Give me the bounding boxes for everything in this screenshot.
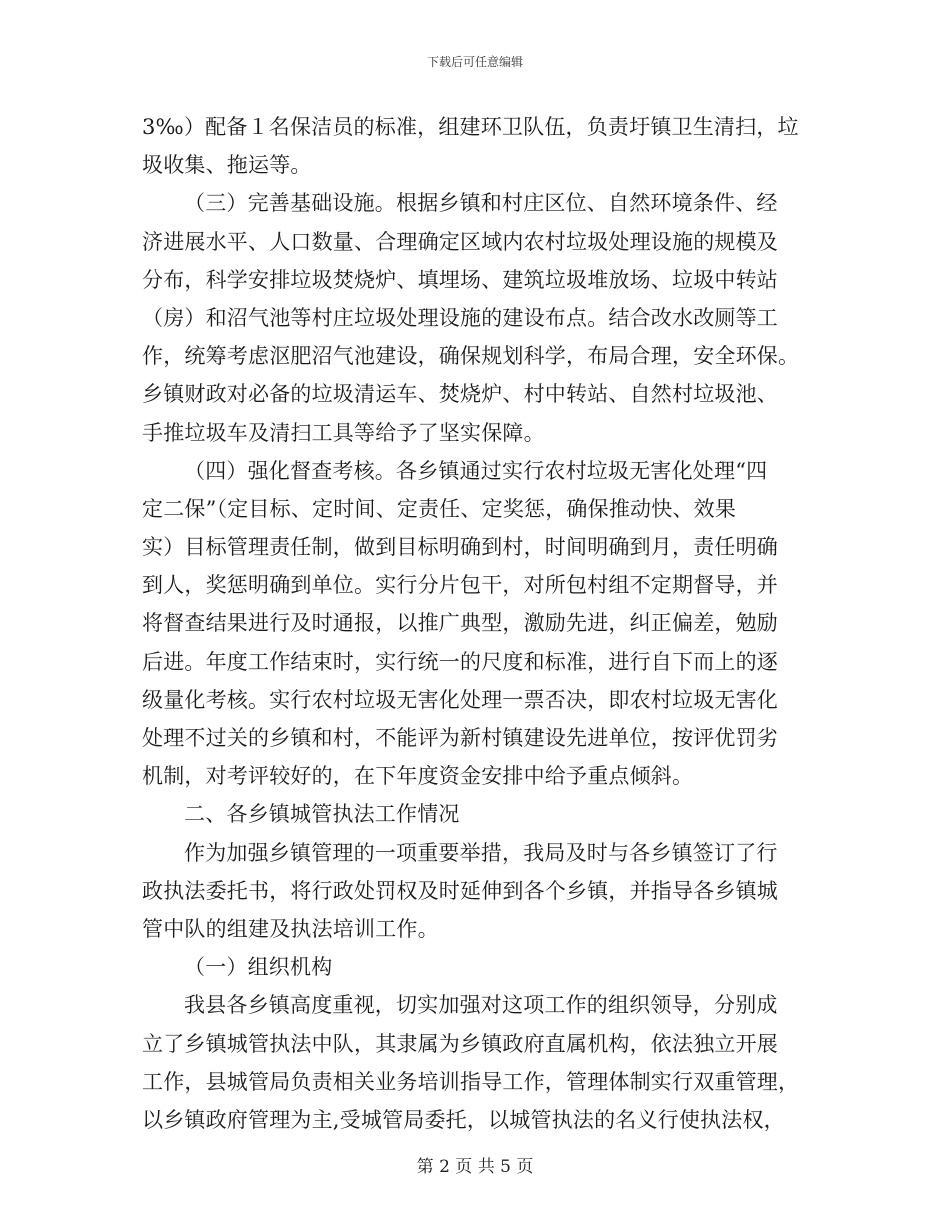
text-line: 定二保”（定目标、定时间、定责任、定奖惩，确保推动快、效果	[142, 496, 737, 521]
text-line: 政执法委托书，将行政处罚权及时延伸到各个乡镇，并指导各乡镇城	[142, 878, 778, 903]
text-line: 立了乡镇城管执法中队，其隶属为乡镇政府直属机构，依法独立开展	[142, 1031, 778, 1056]
text-line: 手推垃圾车及清扫工具等给予了坚实保障。	[142, 420, 545, 445]
text-line: 工作，县城管局负责相关业务培训指导工作，管理体制实行双重管理，	[142, 1069, 800, 1094]
paragraph-start-line: （四）强化督查考核。各乡镇通过实行农村垃圾无害化处理“四	[184, 458, 768, 483]
page-header: 下载后可任意编辑	[426, 55, 523, 69]
text-line: 3‰）配备１名保洁员的标准，组建环卫队伍，负责圩镇卫生清扫，垃	[142, 115, 799, 139]
text-line: 济进展水平、人口数量、合理确定区域内农村垃圾处理设施的规模及	[142, 229, 778, 254]
text-line: 以乡镇政府管理为主,受城管局委托，以城管执法的名义行使执法权，	[142, 1107, 785, 1132]
page-number: 第 2 页 共 5 页	[416, 1157, 534, 1177]
text-line: 后进。年度工作结束时，实行统一的尺度和标准，进行自下而上的逐	[142, 649, 778, 674]
text-line: 圾收集、拖运等。	[142, 153, 312, 178]
text-line: 分布，科学安排垃圾焚烧炉、填埋场、建筑垃圾堆放场、垃圾中转站	[142, 267, 778, 292]
text-line: 实）目标管理责任制，做到目标明确到村，时间明确到月，责任明确	[142, 535, 778, 560]
text-line: 管中队的组建及执法培训工作。	[142, 916, 439, 941]
section-heading: 二、各乡镇城管执法工作情况	[184, 802, 460, 827]
subsection-heading: （一）组织机构	[184, 955, 333, 980]
paragraph-start-line: （三）完善基础设施。根据乡镇和村庄区位、自然环境条件、经	[184, 191, 778, 216]
text-line: 将督查结果进行及时通报，以推广典型，激励先进，纠正偏差，勉励	[142, 611, 778, 636]
paragraph-start-line: 作为加强乡镇管理的一项重要举措，我局及时与各乡镇签订了行	[184, 840, 778, 865]
text-line: 级量化考核。实行农村垃圾无害化处理一票否决，即农村垃圾无害化	[142, 687, 778, 712]
text-line: 到人，奖惩明确到单位。实行分片包干，对所包村组不定期督导，并	[142, 573, 778, 598]
text-line: 处理不过关的乡镇和村，不能评为新村镇建设先进单位，按评优罚劣	[142, 726, 778, 750]
document-body	[142, 108, 812, 1139]
text-line: 作，统筹考虑沤肥沼气池建设，确保规划科学，布局合理，安全环保。	[142, 344, 800, 369]
text-line: 乡镇财政对必备的垃圾清运车、焚烧炉、村中转站、自然村垃圾池、	[142, 382, 778, 407]
text-line: （房）和沼气池等村庄垃圾处理设施的建设布点。结合改水改厕等工	[142, 305, 778, 330]
text-line: 机制，对考评较好的，在下年度资金安排中给予重点倾斜。	[142, 764, 694, 789]
paragraph-start-line: 我县各乡镇高度重视，切实加强对这项工作的组织领导，分别成	[184, 993, 778, 1018]
